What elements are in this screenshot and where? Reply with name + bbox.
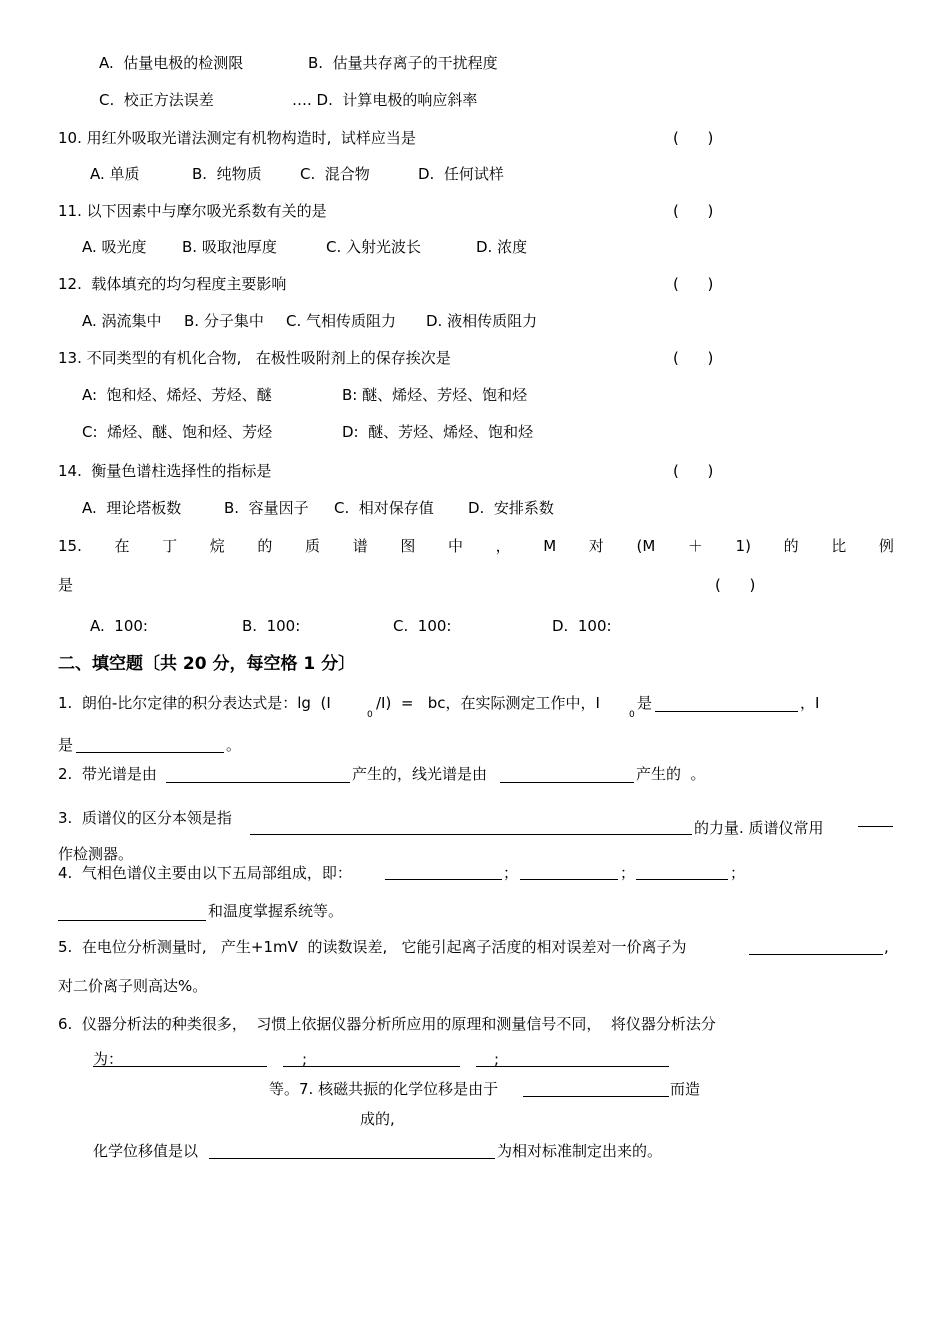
q10-option-d: D. 任何试样: [418, 165, 504, 183]
q13-option-d: D: 醚、芳烃、烯烃、饱和烃: [342, 423, 534, 441]
q15-word: 的: [783, 537, 799, 555]
q15-stem-tail: 是: [58, 576, 74, 594]
f5-text-a: 5. 在电位分析测量时, 产生+1mV 的读数误差, 它能引起离子活度的相对误差对一价离子为: [58, 938, 687, 956]
f6-blank-1[interactable]: [93, 1066, 267, 1067]
f5-comma: ,: [884, 938, 889, 956]
f5-text-b: 对二价离子则高达%。: [58, 977, 208, 995]
f4-text-a: 4. 气相色谱仪主要由以下五局部组成，即：: [58, 864, 352, 882]
f6-text-a: 6. 仪器分析法的种类很多， 习惯上依据仪器分析所应用的原理和测量信号不同， 将仪器分析法分: [58, 1015, 716, 1033]
q15-word: 对: [588, 537, 604, 555]
f3-text-c: 作检测器。: [58, 845, 134, 863]
q9-option-c: C. 校正方法误差: [99, 91, 214, 109]
q15-option-d: D. 100:: [552, 617, 612, 635]
f6-sep: ;: [302, 1050, 308, 1068]
f6-sep: ;: [494, 1050, 500, 1068]
f7-text-b: 而造: [670, 1080, 701, 1098]
f4-blank-2[interactable]: [520, 879, 618, 880]
f1-blank-1[interactable]: [655, 711, 798, 712]
f4-text-b: 和温度掌握系统等。: [208, 902, 344, 920]
q14-answer-paren: ( ): [673, 462, 714, 480]
f1-subscript: 0: [367, 710, 373, 720]
q14-stem: 14. 衡量色谱柱选择性的指标是: [58, 462, 272, 480]
q15-word: 在: [114, 537, 130, 555]
f5-blank-1[interactable]: [749, 954, 883, 955]
q13-stem: 13. 不同类型的有机化合物, 在极性吸附剂上的保存挨次是: [58, 349, 451, 367]
q14-option-d: D. 安排系数: [468, 499, 554, 517]
f6-wei: 为：: [93, 1050, 124, 1068]
q12-option-d: D. 液相传质阻力: [426, 312, 538, 330]
q13-answer-paren: ( ): [673, 349, 714, 367]
q11-option-a: A. 吸光度: [82, 238, 147, 256]
q10-option-c: C. 混合物: [300, 165, 370, 183]
q11-option-c: C. 入射光波长: [326, 238, 422, 256]
f2-blank-2[interactable]: [500, 782, 634, 783]
q10-answer-paren: ( ): [673, 129, 714, 147]
f3-dash-blank[interactable]: [858, 826, 893, 827]
q15-word: M: [543, 537, 557, 555]
f7-text-a: 等。7. 核磁共振的化学位移是由于: [269, 1080, 499, 1098]
q15-stem: [58, 537, 894, 555]
q11-option-d: D. 浓度: [476, 238, 528, 256]
q11-option-b: B. 吸取池厚度: [182, 238, 277, 256]
q15-word: 中: [447, 537, 463, 555]
q15-word: 15.: [58, 537, 82, 555]
f4-blank-3[interactable]: [636, 879, 728, 880]
q10-option-a: A. 单质: [90, 165, 140, 183]
f4-sep: ；: [620, 864, 636, 882]
q15-word: ，: [495, 537, 511, 555]
q15-word: 的: [257, 537, 273, 555]
f7-text-e: 为相对标准制定出来的。: [497, 1142, 663, 1160]
f4-sep: ；: [503, 864, 519, 882]
f4-sep: ；: [730, 864, 746, 882]
q12-option-b: B. 分子集中: [184, 312, 264, 330]
q12-option-c: C. 气相传质阻力: [286, 312, 397, 330]
q10-stem: 10. 用红外吸取光谱法测定有机物构造时, 试样应当是: [58, 129, 416, 147]
q9-option-a: A. 估量电极的检测限: [99, 54, 244, 72]
f1-text-f: 。: [226, 736, 242, 754]
q15-word: 烷: [209, 537, 225, 555]
f1-text-a: 1. 朗伯-比尔定律的积分表达式是：lg (I: [58, 694, 331, 712]
q14-option-a: A. 理论塔板数: [82, 499, 182, 517]
f2-blank-1[interactable]: [166, 782, 350, 783]
q15-option-b: B. 100:: [242, 617, 301, 635]
q15-word: 例: [878, 537, 894, 555]
f7-text-d: 化学位移值是以: [93, 1142, 199, 1160]
f1-subscript: 0: [629, 710, 635, 720]
f4-blank-4[interactable]: [58, 920, 206, 921]
f1-text-d: ，I: [800, 694, 820, 712]
f3-text-a: 3. 质谱仪的区分本领是指: [58, 809, 232, 827]
f6-blank-3[interactable]: [476, 1066, 669, 1067]
q14-option-c: C. 相对保存值: [334, 499, 434, 517]
f1-text-b: /I) = bc，在实际测定工作中，I: [376, 694, 600, 712]
q15-option-c: C. 100:: [393, 617, 452, 635]
f2-text-c: 产生的 。: [636, 765, 706, 783]
q9-option-d: …. D. 计算电极的响应斜率: [292, 91, 478, 109]
f2-text-a: 2. 带光谱是由: [58, 765, 157, 783]
q15-word: (M: [636, 537, 656, 555]
f1-text-c: 是: [637, 694, 653, 712]
f1-text-e: 是: [58, 736, 74, 754]
section-heading: 二、填空题〔共 20 分，每空格 1 分〕: [58, 654, 356, 674]
f1-blank-2[interactable]: [76, 752, 224, 753]
q13-option-b: B: 醚、烯烃、芳烃、饱和烃: [342, 386, 528, 404]
q15-word: ＋: [687, 537, 703, 555]
q15-word: 图: [400, 537, 416, 555]
q12-answer-paren: ( ): [673, 275, 714, 293]
q15-word: 1): [735, 537, 751, 555]
q15-answer-paren: ( ): [715, 576, 756, 594]
q12-option-a: A. 涡流集中: [82, 312, 162, 330]
q9-option-b: B. 估量共存离子的干扰程度: [308, 54, 498, 72]
q15-word: 质: [305, 537, 321, 555]
q13-option-c: C: 烯烃、醚、饱和烃、芳烃: [82, 423, 273, 441]
q12-stem: 12. 载体填充的均匀程度主要影响: [58, 275, 287, 293]
q14-option-b: B. 容量因子: [224, 499, 309, 517]
q10-option-b: B. 纯物质: [192, 165, 262, 183]
q15-word: 比: [831, 537, 847, 555]
f4-blank-1[interactable]: [385, 879, 502, 880]
f3-text-b: 的力量. 质谱仪常用: [694, 819, 824, 837]
f7-blank-2[interactable]: [209, 1158, 495, 1159]
q11-answer-paren: ( ): [673, 202, 714, 220]
f7-blank-1[interactable]: [523, 1096, 669, 1097]
q15-word: 谱: [352, 537, 368, 555]
q15-option-a: A. 100:: [90, 617, 148, 635]
f2-text-b: 产生的，线光谱是由: [352, 765, 488, 783]
f7-text-c: 成的,: [360, 1110, 395, 1128]
q13-option-a: A: 饱和烃、烯烃、芳烃、醚: [82, 386, 272, 404]
q11-stem: 11. 以下因素中与摩尔吸光系数有关的是: [58, 202, 327, 220]
f6-blank-2[interactable]: [283, 1066, 460, 1067]
f3-blank-1[interactable]: [250, 834, 692, 835]
q15-word: 丁: [162, 537, 178, 555]
